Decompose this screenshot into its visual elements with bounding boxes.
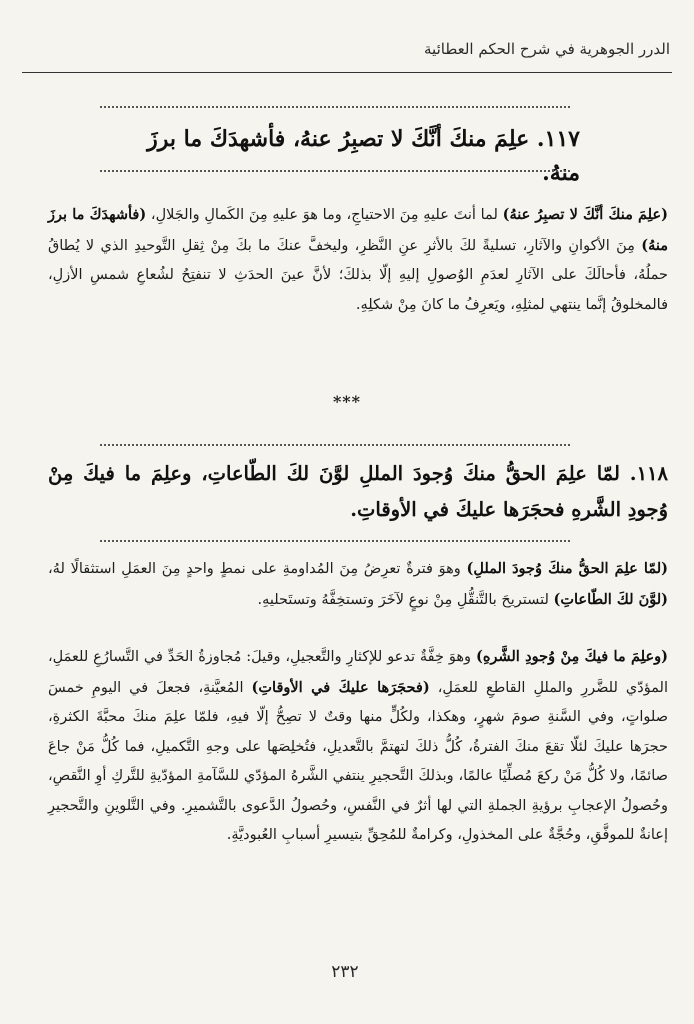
dotted-divider — [100, 106, 570, 108]
dotted-divider — [100, 540, 570, 542]
header-rule — [22, 72, 672, 73]
running-head: الدرر الجوهرية في شرح الحكم العطائية — [424, 40, 670, 58]
quoted-text: (فحجَرَها عليكَ في الأوقاتِ) — [251, 678, 430, 696]
dotted-divider — [100, 170, 570, 172]
commentary-text: مِنَ الأكوانِ والآثارِ، تسليةً لكَ بالأثرِ عنِ النَّظرِ، وليخفَّ عنكَ ما بكَ مِنْ ثِقلِ التَّوحيدِ الذي لا يُطاقُ حملُهُ، فأحالَكَ على الآثارِ لعدَمِ الوُصولِ إليهِ إلّا بذلكَ؛ لأنَّ عينَ الحدَثِ لا تنفتِحُ لشُعاعِ شمسِ الأزلِ، فالمخلوقُ إنَّما ينتهي لمثلِهِ، ويَعرِفُ ما كانَ مِنْ شكلِهِ. — [48, 237, 668, 313]
section-118-paragraph-1 — [48, 554, 668, 615]
commentary-text: المُعيَّنةِ، فجعلَ في اليومِ خمسَ صلواتٍ، وفي السَّنةِ صومَ شهرٍ، وهكذا، ولكُلٍّ منها وقتٌ لا تصِحُّ إلّا فيهِ، فلمّا علِمَ منكَ محبَّةَ الكثرةِ، حجرَها عليكَ لئلّا تقعَ منكَ الفترةُ، كُلُّ ذلكَ لتهتمَّ بالتَّعديلِ، فتُخلِصَها على وجهِ التَّكميلِ، فما كُلُّ مَنْ جاعَ صائمًا، ولا كُلُّ مَنْ ركعَ مُصلِّيًا عالمًا، وبذلكَ التَّحجيرِ ينتفي الشَّرهُ المؤدّي للسَّآمةِ المؤدّيةِ للتَّركِ أوِ النَّقصِ، وحُصولُ الإعجابِ برؤيةِ الجملةِ التي لها أثرٌ في النَّفسِ، وحُصولُ الدَّعوى بالتَّشميرِ. وفي التَّلوينِ والتَّحجيرِ إعانةٌ للموفَّقِ، وحُجَّةٌ على المخذولِ، وكرامةٌ للمُحِقِّ بتيسيرِ أسبابِ العُبوديَّةِ. — [48, 679, 668, 843]
commentary-text: وهوَ خِفَّةٌ تدعو للإكثارِ والتَّعجيلِ، وقيلَ: مُجاوزةُ الحَدِّ في التَّسارُعِ للعمَلِ، المؤدّي للضَّررِ والمللِ القاطعِ للعمَلِ، — [48, 649, 669, 696]
quoted-text: (لمّا علِمَ الحقُّ منكَ وُجودَ المللِ) — [466, 560, 668, 577]
dotted-divider — [100, 444, 570, 446]
quoted-text: (لوَّنَ لكَ الطّاعاتِ) — [553, 590, 668, 608]
section-118-heading: ١١٨. لمّا علِمَ الحقُّ منكَ وُجودَ المللِ لوَّنَ لكَ الطّاعاتِ، وعلِمَ ما فيكَ مِنْ وُجودِ الشَّرهِ فحجَرَها عليكَ في الأوقاتِ. — [48, 462, 668, 521]
section-118-paragraph-2 — [48, 642, 668, 851]
quoted-text: (وعلِمَ ما فيكَ مِنْ وُجودِ الشَّرهِ) — [475, 648, 669, 665]
commentary-text: لتستريحَ بالتَّنقُّلِ مِنْ نوعٍ لآخَرَ وتستخِفَّهُ وتستَحليهِ. — [257, 591, 554, 608]
commentary-text: وهوَ فترةٌ تعرِضُ مِنَ المُداومةِ على نمطٍ واحدٍ مِنَ العمَلِ استثقالًا لهُ، — [48, 561, 467, 577]
section-separator: *** — [332, 392, 362, 411]
quoted-text: (علِمَ منكَ أنَّكَ لا تصبِرُ عنهُ) — [502, 206, 668, 223]
page-number: ٢٣٢ — [331, 962, 359, 982]
section-117-paragraph — [48, 200, 668, 320]
quoted-text: (فأشهدَكَ ما برزَ منهُ) — [48, 206, 668, 254]
section-117-heading: ١١٧. علِمَ منكَ أنَّكَ لا تصبِرُ عنهُ، فأشهدَكَ ما برزَ منهُ. — [147, 126, 580, 186]
commentary-text: لما أنتَ عليهِ مِنَ الاحتياجِ، وما هوَ عليهِ مِنَ الكَمالِ والجَلالِ، — [146, 207, 503, 223]
